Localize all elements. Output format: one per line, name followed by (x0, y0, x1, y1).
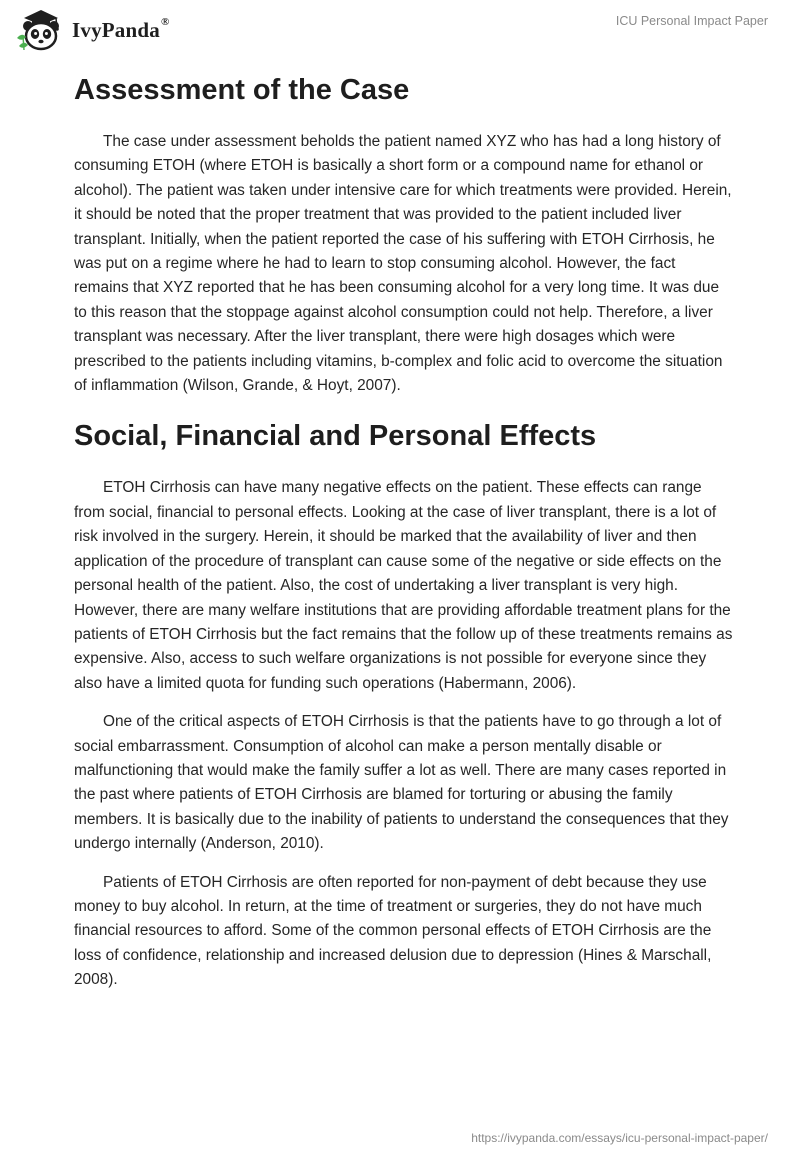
essay-content (74, 66, 734, 1007)
section-effects (74, 412, 734, 992)
paragraph: Patients of ETOH Cirrhosis are often reported for non-payment of debt because they use money to buy alcohol. In return, at the time of treatment or surgeries, they do not have much financial resources to afford. Some of the common personal effects of ETOH Cirrhosis are the loss of confidence, relationship and increased delusion due to depression (Hines & Marschall, 2008). (74, 873, 712, 989)
source-url-link[interactable]: https://ivypanda.com/essays/icu-personal-impact-paper/ (471, 1131, 768, 1145)
panda-logo-icon (14, 6, 68, 52)
paragraph: ETOH Cirrhosis can have many negative effects on the patient. These effects can range from social, financial to personal effects. Looking at the case of liver transplant, there is a lot of risk involved in the surgery. Herein, it should be marked that the availability of liver and then application of the procedure of transplant can cause some of the negative or side effects on the personal health of the patient. Also, the cost of undertaking a liver transplant is very high. However, there are many welfare institutions that are providing affordable treatment plans for the patients of ETOH Cirrhosis but the fact remains that the follow up of these treatments remains as expensive. Also, access to such welfare organizations is not possible for everyone since they also have a limited quota for funding such operations (Habermann, 2006). (74, 479, 733, 692)
page-header (0, 0, 800, 60)
paragraph: The case under assessment beholds the patient named XYZ who has had a long history of consuming ETOH (where ETOH is basically a short form or a compound name for ethanol or alcohol). The patient was taken under intensive care for which treatments were provided. Herein, it should be noted that the proper treatment that was provided to the patient included liver transplant. Initially, when the patient reported the case of his suffering with ETOH Cirrhosis, he was put on a regime where he had to learn to stop consuming alcohol. However, the fact remains that XYZ reported that he has been consuming alcohol for a very long time. It was due to this reason that the stoppage against alcohol consumption could not help. Therefore, a liver transplant was necessary. After the liver transplant, there were high dosages which were prescribed to the patients including vitamins, b-complex and folic acid to overcome the situation of inflammation (Wilson, Grande, & Hoyt, 2007). (74, 133, 732, 395)
document-title: ICU Personal Impact Paper (615, 14, 768, 28)
paragraph: One of the critical aspects of ETOH Cirrhosis is that the patients have to go through a lot of social embarrassment. Consumption of alcohol can make a person mentally disable or malfunctioning that would make the family suffer a lot as well. There are many cases reported in the past where patients of ETOH Cirrhosis are blamed for torturing or abusing the family members. It is basically due to the inability of patients to understand the consequences that they undergo internally (Anderson, 2010). (74, 713, 729, 853)
section-heading: Social, Financial and Personal Effects (74, 420, 597, 453)
ivypanda-logo[interactable] (14, 6, 169, 52)
brand-name: IvyPanda® (72, 15, 170, 42)
registered-mark: ® (160, 15, 170, 28)
section-heading: Assessment of the Case (74, 74, 410, 106)
section-assessment (74, 66, 734, 398)
